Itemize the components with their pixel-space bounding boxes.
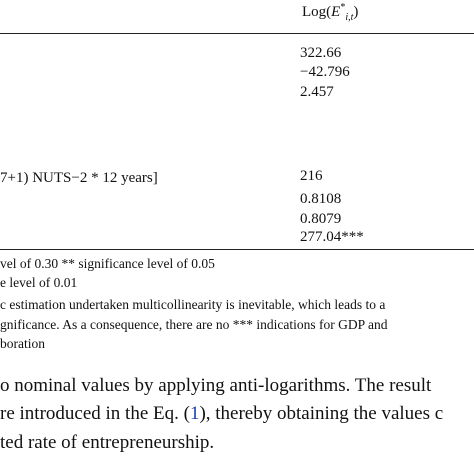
equation-reference-link[interactable]: 1 [189,403,200,424]
table-cell: 277.04*** [300,229,364,245]
table-cell: 2.457 [300,84,334,100]
table-cell: 322.66 [300,45,342,61]
footnote: e level of 0.01 [0,275,78,290]
footnote: vel of 0.30 ** significance level of 0.05 [0,256,215,271]
table-cell: 216 [300,168,323,184]
table-bottom-rule [0,249,474,250]
table-cell: 0.8079 [300,211,342,227]
footnote: boration [0,336,45,351]
row-label: 7+1) NUTS−2 * 12 years] [0,170,158,186]
body-text-line: ted rate of entrepreneurship. [0,432,215,453]
table-header-rule [0,33,474,34]
body-text-line: o nominal values by applying anti-logarithms. The result [0,375,432,396]
table-cell: −42.796 [300,64,350,80]
footnote: c estimation undertaken multicollinearity is inevitable, which leads to a [0,297,386,312]
table-cell: 0.8108 [300,191,342,207]
column-header: $Log(E^*_{i,t})$ [302,2,359,23]
body-text-line: re introduced in the Eq. (1), thereby obtaining the values c [0,403,444,424]
footnote: gnificance. As a consequence, there are no *** indications for GDP and [0,317,388,332]
